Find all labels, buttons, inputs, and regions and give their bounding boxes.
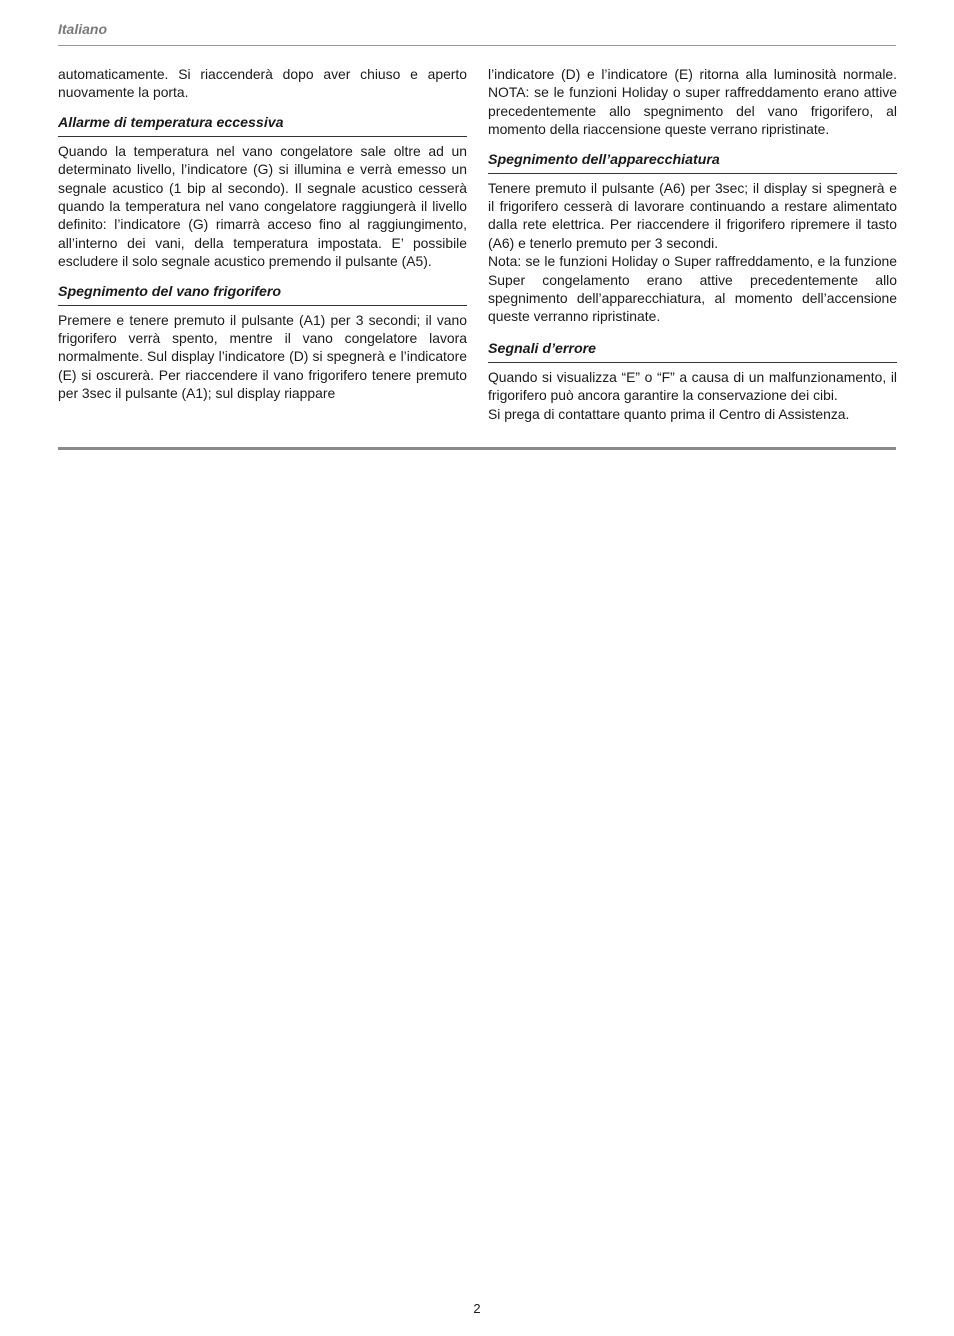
section-temperature-alarm [58, 114, 467, 271]
section-error-signals [488, 340, 897, 423]
right-column [488, 65, 897, 423]
section-body-appliance-shutdown: Tenere premuto il pulsante (A6) per 3sec; il display si spegnerà e il frigorifero cesserà di lavorare continuando a restare alimentato dalla rete elettrica. Per riaccendere il frigorifero ripremere il tasto (A6) e tenerlo premuto per 3 secondi. [488, 179, 897, 251]
section-title-appliance-shutdown: Spegnimento dell’apparecchiatura [488, 151, 897, 174]
section-body-temperature-alarm: Quando la temperatura nel vano congelatore sale oltre ad un determinato livello, l’indicatore (G) si illumina e verrà emesso un segnale acustico (1 bip al secondo). Il segnale acustico cesserà quando la temperatura nel vano congelatore raggiungerà il livello definito: l’indicatore (G) rimarrà acceso fino al raggiungimento, all’interno dei vani, della temperatura impostata. E’ possibile escludere il solo segnale acustico premendo il pulsante (A5). [58, 142, 467, 270]
section-title-fridge-shutdown: Spegnimento del vano frigorifero [58, 283, 467, 306]
section-note-appliance-shutdown: Nota: se le funzioni Holiday o Super raffreddamento, e la funzione Super congelamento erano attive precedentemente allo spegnimento dell’apparecchiatura, al momento dell’accensione queste verranno ripristinate. [488, 253, 897, 325]
left-intro-paragraph: automaticamente. Si riaccenderà dopo aver chiuso e aperto nuovamente la porta. [58, 66, 467, 101]
section-fridge-shutdown [58, 283, 467, 403]
section-note-error-signals: Si prega di contattare quanto prima il Centro di Assistenza. [488, 405, 850, 422]
section-body-fridge-shutdown: Premere e tenere premuto il pulsante (A1) per 3 secondi; il vano frigorifero verrà spento, mentre il vano congelatore lavora normalmente. Sul display l’indicatore (D) si spegnerà e l’indicatore (E) si oscurerà. Per riaccendere il vano frigorifero tenere premuto per 3sec il pulsante (A1); sul display riappare [58, 311, 467, 402]
section-title-error-signals: Segnali d’errore [488, 340, 897, 363]
content-end-divider [58, 447, 896, 450]
left-column [58, 65, 467, 403]
page-number: 2 [473, 1301, 481, 1316]
section-body-error-signals: Quando si visualizza “E” o “F” a causa di un malfunzionamento, il frigorifero può ancora garantire la conservazione dei cibi. [488, 368, 897, 404]
header-divider [58, 45, 896, 46]
section-appliance-shutdown [488, 151, 897, 326]
section-title-temperature-alarm: Allarme di temperatura eccessiva [58, 114, 467, 137]
right-intro-paragraph: l’indicatore (D) e l’indicatore (E) ritorna alla luminosità normale. NOTA: se le funzioni Holiday o super raffreddamento erano attive precedentemente allo spegnimento del vano frigorifero, al momento della riaccensione queste verrano ripristinate. [488, 66, 897, 138]
header-language-label: Italiano [58, 21, 108, 37]
